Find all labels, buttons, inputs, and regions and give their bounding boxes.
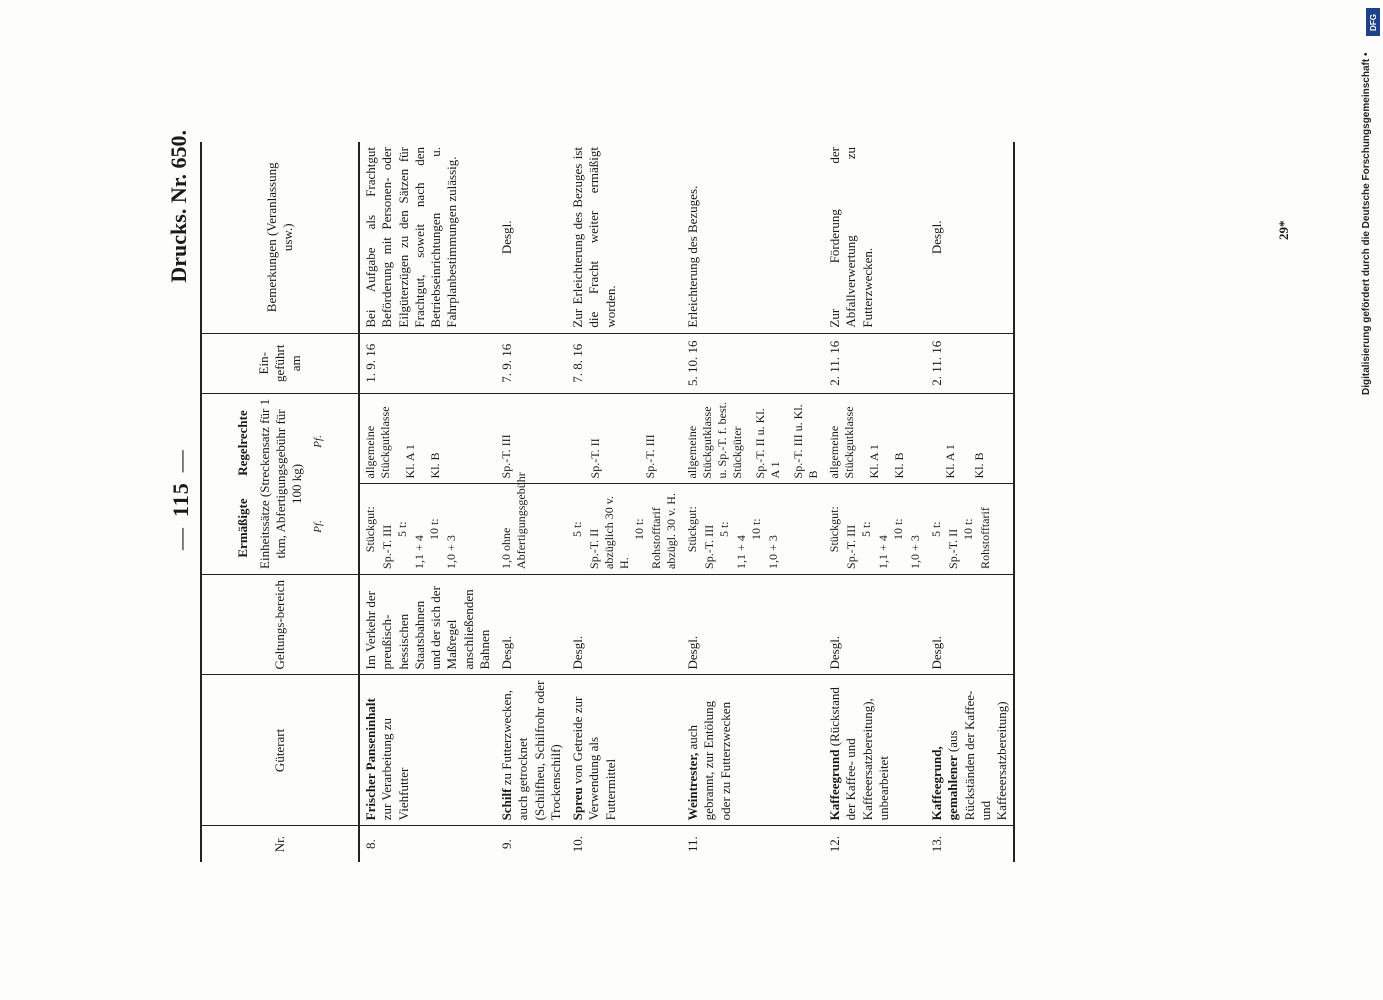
row-nr: 11. bbox=[685, 836, 700, 853]
row-reg bbox=[567, 393, 682, 484]
row-geltung: Desgl. bbox=[682, 574, 824, 675]
dfg-credit: Digitalisierung gefördert durch die Deutsche Forschungsgemeinschaft • bbox=[1361, 52, 1372, 395]
erm-item: Sp.-T. III bbox=[380, 524, 394, 569]
table-row bbox=[359, 142, 496, 862]
reg-item: Kl. B bbox=[428, 452, 442, 479]
row-gueterart bbox=[496, 675, 567, 826]
reg-item: Kl. A 1 bbox=[403, 444, 417, 479]
dfg-logo-text: DFG bbox=[1368, 13, 1378, 31]
row-geltung: Desgl. bbox=[824, 574, 926, 675]
pf-right: Pf. bbox=[311, 435, 324, 448]
erm-item: Sp.-T. II bbox=[946, 528, 960, 569]
row-gut-rest: zu Futterzwecken, auch getrocknet (Schilfheu, Schilfrohr oder Trockenschilf) bbox=[499, 680, 563, 821]
erm-item: Rohstofftarif bbox=[978, 507, 992, 569]
col-header-eingefuehrt: Ein-geführt am bbox=[201, 333, 359, 393]
row-erm bbox=[926, 484, 1014, 575]
row-gueterart bbox=[682, 675, 824, 826]
table-row bbox=[824, 142, 926, 862]
col-header-ermaessigte: Ermäßigte bbox=[234, 498, 250, 558]
row-reg bbox=[926, 393, 1014, 484]
col-header-geltungsbereich: Geltungs-bereich bbox=[201, 574, 359, 675]
row-gut-bold: Schilf bbox=[499, 788, 514, 821]
row-eingefuehrt: 7. 8. 16 bbox=[567, 333, 682, 393]
row-nr: 10. bbox=[570, 836, 585, 853]
pf-left: Pf. bbox=[311, 520, 324, 533]
page-number: —115— bbox=[168, 449, 193, 550]
rotated-document-page bbox=[160, 130, 1280, 870]
reg-item: Sp.-T. II bbox=[588, 438, 602, 479]
table-row bbox=[496, 142, 567, 862]
row-reg bbox=[824, 393, 926, 484]
tariff-table bbox=[200, 142, 1015, 862]
row-nr: 8. bbox=[363, 839, 378, 850]
erm-item: 5 t: bbox=[395, 521, 409, 538]
row-gueterart bbox=[926, 675, 1014, 826]
row-eingefuehrt: 2. 11. 16 bbox=[824, 333, 926, 393]
reg-item: Kl. B bbox=[972, 452, 986, 479]
reg-item: Kl. B bbox=[892, 452, 906, 479]
col-header-einheitssaetze bbox=[201, 393, 359, 574]
col-header-regelrechte: Regelrechte bbox=[234, 410, 250, 476]
row-gueterart bbox=[359, 675, 496, 826]
erm-item: 1,1 + 4 bbox=[412, 535, 426, 569]
row-eingefuehrt: 2. 11. 16 bbox=[926, 333, 1014, 393]
erm-item: 1,1 + 4 bbox=[876, 535, 890, 569]
document-number: Drucks. Nr. 650. bbox=[166, 130, 191, 283]
row-gut-bold: Frischer Panseninhalt bbox=[363, 698, 378, 821]
row-reg bbox=[359, 393, 496, 484]
erm-item: Sp.-T. III bbox=[844, 524, 858, 569]
col-header-gueterart: Güterart bbox=[201, 675, 359, 826]
reg-item: Sp.-T. II u. Kl. A 1 bbox=[753, 408, 782, 479]
erm-item: Stückgut: bbox=[363, 506, 377, 553]
reg-item: Sp.-T. III bbox=[499, 434, 513, 479]
erm-item: Sp.-T. III bbox=[702, 524, 716, 569]
row-gut-bold: Weintrester, bbox=[685, 752, 700, 821]
reg-item: Kl. A 1 bbox=[867, 444, 881, 479]
erm-item: Rohstofftarif abzügl. 30 v. H. bbox=[649, 493, 678, 569]
reg-item: Kl. A 1 bbox=[943, 444, 957, 479]
row-gueterart bbox=[567, 675, 682, 826]
row-erm bbox=[496, 472, 567, 575]
signature-mark: 29* bbox=[1276, 220, 1291, 240]
row-geltung: Desgl. bbox=[496, 574, 567, 675]
row-eingefuehrt: 5. 10. 16 bbox=[682, 333, 824, 393]
row-bemerkungen: Desgl. bbox=[496, 142, 567, 333]
row-geltung: Im Verkehr der preußisch-hessischen Staatsbahnen und der sich der Maßregel anschließenden Bahnen bbox=[359, 574, 496, 675]
col-header-nr: Nr. bbox=[201, 826, 359, 862]
erm-item: 5 t: bbox=[859, 521, 873, 538]
reg-item: allgemeine Stückgutklasse u. Sp.-T. f. best. Stückgüter bbox=[685, 402, 744, 479]
table-row bbox=[567, 142, 682, 862]
erm-item: Stückgut: bbox=[827, 506, 841, 553]
row-erm bbox=[682, 484, 824, 575]
row-geltung: Desgl. bbox=[567, 574, 682, 675]
row-eingefuehrt: 1. 9. 16 bbox=[359, 333, 496, 393]
erm-item: 10 t: bbox=[961, 518, 975, 541]
reg-item: allgemeine Stückgutklasse bbox=[363, 406, 392, 479]
erm-item: 1,0 + 3 bbox=[908, 535, 922, 569]
row-gueterart bbox=[824, 675, 926, 826]
row-nr: 9. bbox=[499, 839, 514, 850]
row-gut-rest: (aus Rückständen der Kaffee- und Kaffeeersatzbereitung) bbox=[945, 690, 1009, 821]
erm-item: Stückgut: bbox=[685, 506, 699, 553]
row-bemerkungen: Desgl. bbox=[926, 142, 1014, 333]
row-gut-bold: Kaffeegrund, gemahlener bbox=[929, 746, 961, 821]
erm-item: 10 t: bbox=[749, 518, 763, 541]
row-gut-rest: (Rückstand der Kaffee- und Kaffeeersatzbereitung), unbearbeitet bbox=[827, 687, 891, 821]
row-eingefuehrt: 7. 9. 16 bbox=[496, 333, 567, 393]
row-erm bbox=[567, 484, 682, 575]
dfg-logo bbox=[1366, 8, 1380, 36]
erm-item: 5 t: bbox=[929, 521, 943, 538]
row-gut-rest: auch gebrannt, zur Entölung oder zu Futterzwecken bbox=[685, 700, 733, 821]
erm-item: 10 t: bbox=[891, 518, 905, 541]
col-header-bemerkungen: Bemerkungen (Veranlassung usw.) bbox=[201, 142, 359, 333]
erm-item: 5 t: bbox=[717, 521, 731, 538]
row-reg bbox=[496, 393, 567, 484]
reg-item: allgemeine Stückgutklasse bbox=[827, 406, 856, 479]
reg-item: Sp.-T. III bbox=[643, 434, 657, 479]
row-geltung: Desgl. bbox=[926, 574, 1014, 675]
table-row bbox=[926, 142, 1014, 862]
reg-item: Sp.-T. III u. Kl. B bbox=[791, 404, 820, 479]
row-bemerkungen: Bei Aufgabe als Frachtgut Beförderung mit Personen- oder Eilgüterzügen zu den Sätzen für Frachtgut, soweit nach den Betriebseinrichtungen u. Fahrplanbestimmungen zulässig. bbox=[359, 142, 496, 333]
row-erm bbox=[824, 484, 926, 575]
row-gut-bold: Kaffeegrund bbox=[827, 749, 842, 821]
row-bemerkungen: Zur Förderung der Abfallverwertung zu Futterzwecken. bbox=[824, 142, 926, 333]
table-row bbox=[682, 142, 824, 862]
erm-item: 5 t: bbox=[570, 521, 584, 538]
row-nr: 13. bbox=[926, 826, 1014, 862]
erm-item: Sp.-T. II abzüglich 30 v. H. bbox=[587, 496, 631, 569]
erm-item: 1,0 + 3 bbox=[444, 535, 458, 569]
row-erm bbox=[359, 484, 496, 575]
row-bemerkungen: Zur Erleichterung des Bezuges ist die Fracht weiter ermäßigt worden. bbox=[567, 142, 682, 333]
erm-item: 1,0 + 3 bbox=[766, 535, 780, 569]
row-gut-rest: zur Verarbeitung zu Viehfutter bbox=[379, 718, 411, 821]
row-gut-rest: von Getreide zur Verwendung als Futtermittel bbox=[570, 696, 618, 821]
row-reg bbox=[682, 393, 824, 484]
erm-item: 10 t: bbox=[427, 518, 441, 541]
row-nr: 12. bbox=[827, 836, 842, 853]
erm-item: 1,0 ohne Abfertigungsgebühr bbox=[499, 472, 528, 569]
erm-item: 10 t: bbox=[632, 518, 646, 541]
row-bemerkungen: Erleichterung des Bezuges. bbox=[682, 142, 824, 333]
col-header-einheitssaetze-text: Einheitssätze (Streckensatz für 1 tkm, Abfertigungsgebühr für 100 kg) bbox=[256, 398, 305, 569]
row-gut-bold: Spreu bbox=[570, 787, 585, 821]
erm-item: 1,1 + 4 bbox=[734, 535, 748, 569]
